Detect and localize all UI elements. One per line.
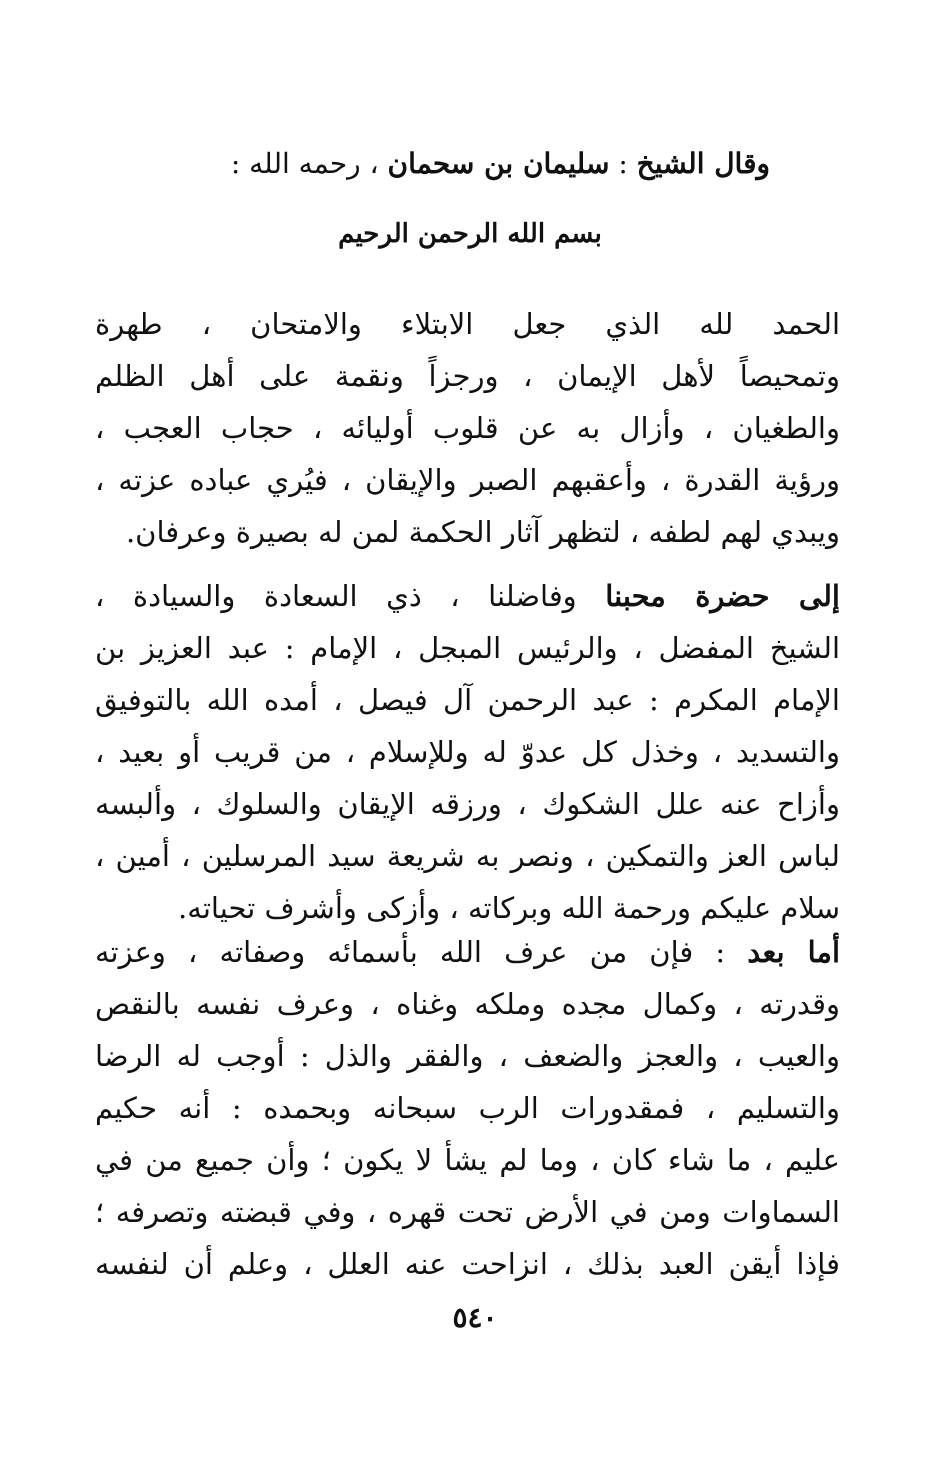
paragraph-address — [95, 570, 840, 934]
line-rest: وفاضلنا ، ذي السعادة والسيادة ، — [95, 579, 606, 613]
text-line: السماوات ومن في الأرض تحت قهره ، وفي قبضته وتصرفه ؛ — [95, 1195, 840, 1229]
body-lead: أما بعد — [747, 935, 841, 969]
text-line: الإمام المكرم : عبد الرحمن آل فيصل ، أمده الله بالتوفيق — [95, 683, 840, 717]
letter-heading — [150, 140, 770, 188]
heading-colon: : — [609, 147, 637, 180]
address-lead: إلى حضرة محبنا — [605, 579, 840, 613]
text-line: ويبدي لهم لطفه ، لتظهر آثار الحكمة لمن له بصيرة وعرفان. — [125, 515, 840, 549]
text-line — [95, 926, 840, 978]
basmala: بسم الله الرحمن الرحيم — [338, 219, 602, 249]
text-line: ورؤية القدرة ، وأعقبهم الصبر والإيقان ، فيُري عباده عزته ، — [95, 463, 840, 497]
paragraph-body — [95, 926, 840, 1290]
text-line: والتسديد ، وخذل كل عدوّ له وللإسلام ، من قريب أو بعيد ، — [95, 735, 840, 769]
text-line: وتمحيصاً لأهل الإيمان ، ورجزاً ونقمة على أهل الظلم — [95, 359, 840, 393]
text-line: والتسليم ، فمقدورات الرب سبحانه وبحمده : أنه حكيم — [95, 1091, 840, 1125]
text-line: عليم ، ما شاء كان ، وما لم يشأ لا يكون ؛ وأن جميع من في — [95, 1143, 840, 1177]
text-line: فإذا أيقن العبد بذلك ، انزاحت عنه العلل ، وعلم أن لنفسه — [95, 1247, 840, 1281]
page-number: ٥٤٠ — [452, 1301, 498, 1334]
text-line: الشيخ المفضل ، والرئيس المبجل ، الإمام : عبد العزيز بن — [95, 631, 840, 665]
text-line: والعيب ، والعجز والضعف ، والفقر والذل : أوجب له الرضا — [95, 1039, 840, 1073]
text-line: لباس العز والتمكين ، ونصر به شريعة سيد المرسلين ، أمين ، — [95, 839, 840, 873]
line-rest: : فإن من عرف الله بأسمائه وصفاته ، وعزته — [95, 935, 748, 969]
paragraph-praise — [95, 298, 840, 558]
text-line: والطغيان ، وأزال به عن قلوب أوليائه ، حجاب العجب ، — [95, 411, 840, 445]
author-name: سليمان بن سحمان — [387, 147, 610, 180]
text-line — [95, 570, 840, 622]
text-line: وقدرته ، وكمال مجده وملكه وغناه ، وعرف نفسه بالنقص — [95, 987, 840, 1021]
text-line: سلام عليكم ورحمة الله وبركاته ، وأزكى وأشرف تحياته. — [178, 891, 840, 925]
text-line: الحمد لله الذي جعل الابتلاء والامتحان ، طهرة — [95, 307, 840, 341]
text-line: وأزاح عنه علل الشكوك ، ورزقه الإيقان والسلوك ، وألبسه — [95, 787, 840, 821]
heading-suffix: ، رحمه الله : — [230, 147, 388, 180]
heading-prefix: وقال الشيخ — [636, 147, 770, 180]
